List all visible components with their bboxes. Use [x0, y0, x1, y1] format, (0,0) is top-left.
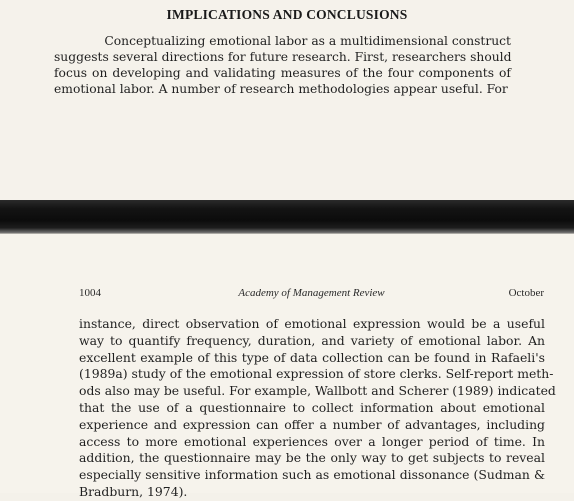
- section-heading: IMPLICATIONS AND CONCLUSIONS: [166, 7, 408, 22]
- page-gutter: [0, 200, 574, 234]
- paragraph-line: access to more emotional experiences over a longer period of time. In: [79, 433, 545, 449]
- paragraph-line: focus on developing and validating measures of the four components of: [54, 66, 511, 80]
- upper-page: [0, 0, 574, 200]
- paragraph-line: Conceptualizing emotional labor as a multidimensional construct: [104, 34, 511, 48]
- paragraph-line: excellent example of this type of data collection can be found in Rafaeli's: [79, 349, 545, 365]
- paragraph-line: that the use of a questionnaire to collect information about emotional: [79, 400, 545, 415]
- paragraph-line: instance, direct observation of emotional expression would be a useful: [79, 316, 545, 331]
- page-number: 1004: [79, 287, 101, 299]
- paragraph-line: especially sensitive information such as emotional dissonance (Sudman &: [79, 467, 545, 483]
- paragraph-line: suggests several directions for future research. First, researchers should: [54, 50, 512, 64]
- issue-month: October: [508, 287, 544, 299]
- running-header: [79, 287, 544, 303]
- paragraph-line: experience and expression can offer a number of advantages, including: [79, 416, 545, 432]
- paragraph-line: addition, the questionnaire may be the only way to get subjects to reveal: [79, 450, 545, 466]
- paragraph-line: way to quantify frequency, duration, and variety of emotional labor. An: [79, 332, 545, 348]
- paragraph-line: emotional labor. A number of research methodologies appear useful. For: [54, 82, 508, 96]
- paragraph-line: Bradburn, 1974).: [79, 484, 188, 499]
- paragraph-line: ods also may be useful. For example, Wallbott and Scherer (1989) indicated: [79, 383, 556, 399]
- journal-title: Academy of Management Review: [238, 287, 385, 299]
- paragraph-line: (1989a) study of the emotional expression of store clerks. Self-report meth-: [79, 366, 554, 382]
